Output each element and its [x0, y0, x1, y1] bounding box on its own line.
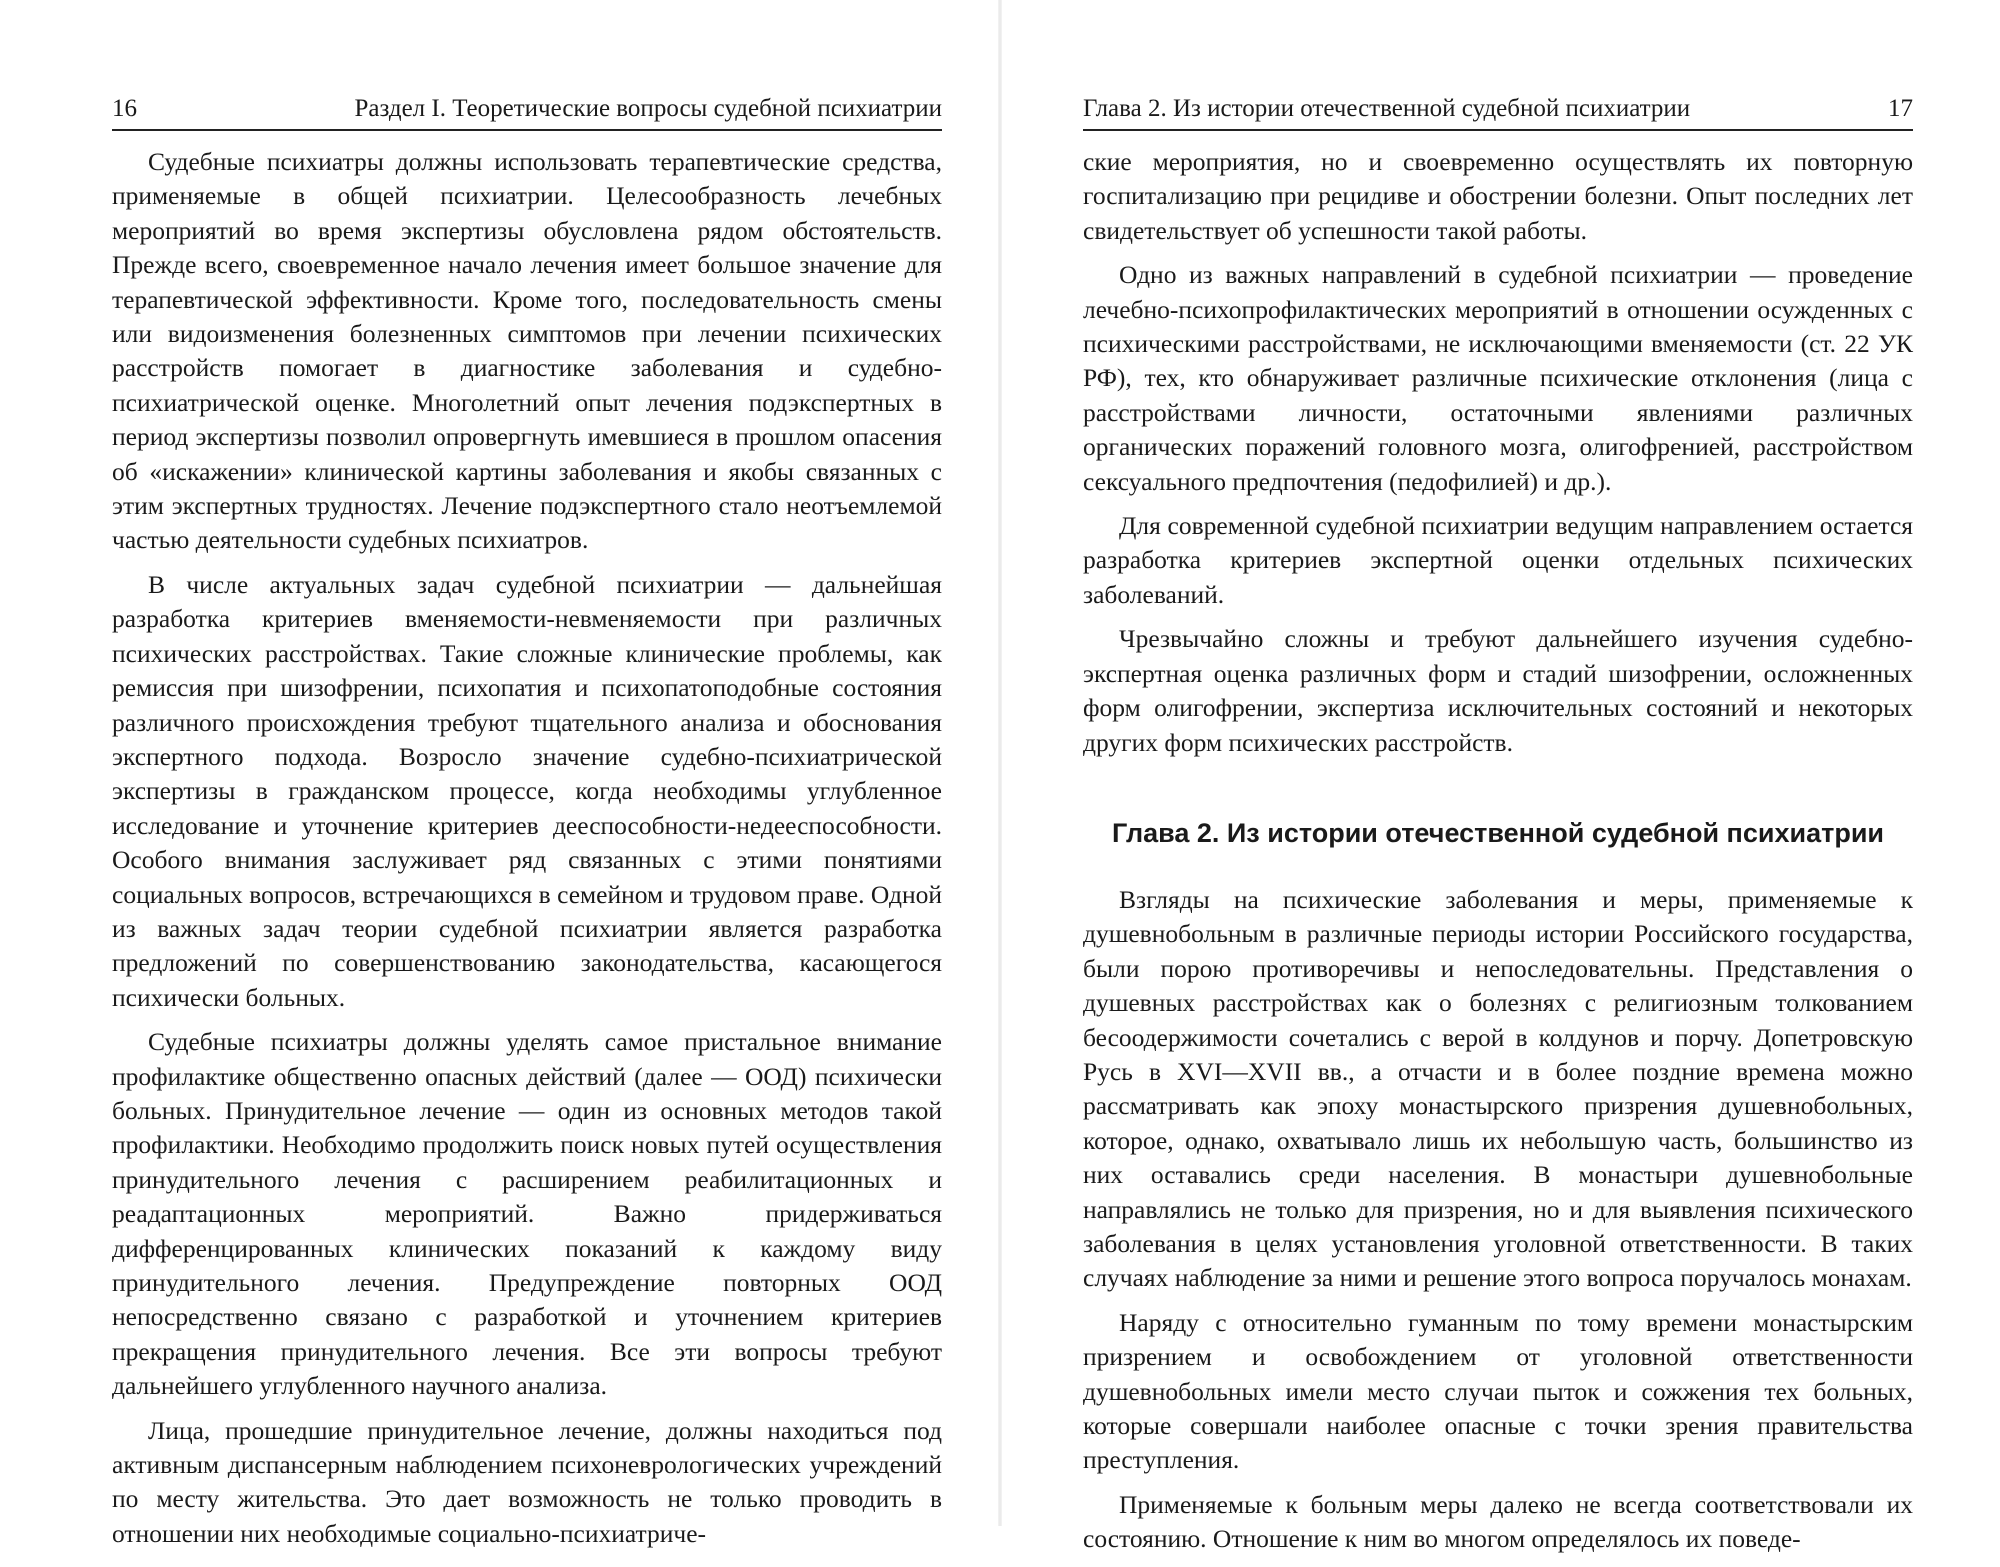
left-page	[112, 95, 942, 1561]
right-page-header	[1083, 95, 1913, 131]
chapter-title: Глава 2. Из истории отечественной судебной психиатрии	[1111, 817, 1885, 848]
paragraph: Одно из важных направлений в судебной психиатрии — проведение лечебно-психопрофилактических мероприятий в отношении осужденных с психическими расстройствами, не исключающими вменяемости (ст. 22 УК РФ), тех, кто обнаруживает различные психические отклонения (лица с расстройствами личности, остаточными явлениями различных органических поражений головного мозга, олигофренией, расстройством сексуального предпочтения (педофилией) и др.).	[1083, 260, 1913, 496]
paragraph: Для современной судебной психиатрии ведущим направлением остается разработка критериев экспертной оценки отдельных психических заболеваний.	[1083, 511, 1913, 609]
paragraph: Наряду с относительно гуманным по тому времени монастырским призрением и освобождением от уголовной ответственности душевнобольных имели место случаи пыток и сожжения тех больных, которые совершали наиболее опасные с точки зрения правительства преступления.	[1083, 1307, 1913, 1475]
right-page-body	[1083, 145, 1913, 1557]
running-header: Раздел I. Теоретические вопросы судебной психиатрии	[354, 95, 942, 122]
paragraph: Судебные психиатры должны использовать терапевтические средства, применяемые в общей психиатрии. Целесообразность лечебных мероприятий во время экспертизы обусловлена рядом обстоятельств. Прежде всего, своевременное начало лечения имеет большое значение для терапевтической эффективности. Кроме того, последовательность смены или видоизменения болезненных симптомов при лечении психических расстройств помогает в диагностике заболевания и судебно-психиатрической оценке. Многолетний опыт лечения подэкспертных в период экспертизы позволил опровергнуть имевшиеся в прошлом опасения об «искажении» клинической картины заболевания и якобы связанных с этим экспертных трудностях. Лечение подэкспертного стало неотъемлемой частью деятельности судебных психиатров.	[112, 147, 942, 555]
paragraph: Взгляды на психические заболевания и меры, применяемые к душевнобольным в различные периоды истории Российского государства, были порою противоречивы и непоследовательны. Представления о душевных расстройствах как о болезнях с религиозным толкованием бесоодержимости сочетались с верой в колдунов и порчу. Допетровскую Русь в XVI—XVII вв., а отчасти и в более поздние времена можно рассматривать как эпоху монастырского призрения душевнобольных, которое, однако, охватывало лишь их небольшую часть, большинство из них оставались среди населения. В монастыри душевнобольные направлялись не только для призрения, но и для выявления психического заболевания в целях установления уголовной ответственности. В таких случаях наблюдение за ними и решение этого вопроса поручалось монахам.	[1083, 884, 1913, 1293]
paragraph: ские мероприятия, но и своевременно осуществлять их повторную госпитализацию при рецидиве и обострении болезни. Опыт последних лет свидетельствует об успешности такой работы.	[1083, 147, 1913, 245]
page-number: 16	[112, 95, 137, 122]
left-page-header	[112, 95, 942, 131]
paragraph: В числе актуальных задач судебной психиатрии — дальнейшая разработка критериев вменяемости-невменяемости при различных психических расстройствах. Такие сложные клинические проблемы, как ремиссия при шизофрении, психопатия и психопатоподобные состояния различного происхождения требуют тщательного анализа и обоснования экспертного подхода. Возросло значение судебно-психиатрической экспертизы в гражданском процессе, когда необходимы углубленное исследование и уточнение критериев дееспособности-недееспособности. Особого внимания заслуживает ряд связанных с этими понятиями социальных вопросов, встречающихся в семейном и трудовом праве. Одной из важных задач теории судебной психиатрии является разработка предложений по совершенствованию законодательства, касающегося психически больных.	[112, 569, 942, 1012]
page-number: 17	[1888, 95, 1913, 122]
paragraph: Судебные психиатры должны уделять самое пристальное внимание профилактике общественно опасных действий (далее — ООД) психически больных. Принудительное лечение — один из основных методов такой профилактики. Необходимо продолжить поиск новых путей осуществления принудительного лечения с расширением реабилитационных и реадаптационных мероприятий. Важно придерживаться дифференцированных клинических показаний к каждому виду принудительного лечения. Предупреждение повторных ООД непосредственно связано с разработкой и уточнением критериев прекращения принудительного лечения. Все эти вопросы требуют дальнейшего углубленного научного анализа.	[112, 1027, 942, 1401]
left-page-body	[112, 145, 942, 1551]
running-header: Глава 2. Из истории отечественной судебной психиатрии	[1083, 95, 1691, 122]
right-page	[1083, 95, 1913, 1567]
paragraph: Применяемые к больным меры далеко не всегда соответствовали их состоянию. Отношение к ним во многом определялось их поведе-	[1083, 1489, 1913, 1554]
paragraph: Чрезвычайно сложны и требуют дальнейшего изучения судебно-экспертная оценка различных форм и стадий шизофрении, осложненных форм олигофрении, экспертиза исключительных состояний и некоторых других форм психических расстройств.	[1083, 624, 1913, 757]
page-gutter	[998, 0, 1002, 1526]
paragraph: Лица, прошедшие принудительное лечение, должны находиться под активным диспансерным наблюдением психоневрологических учреждений по месту жительства. Это дает возможность не только проводить в отношении них необходимые социально-психиатриче-	[112, 1415, 942, 1548]
